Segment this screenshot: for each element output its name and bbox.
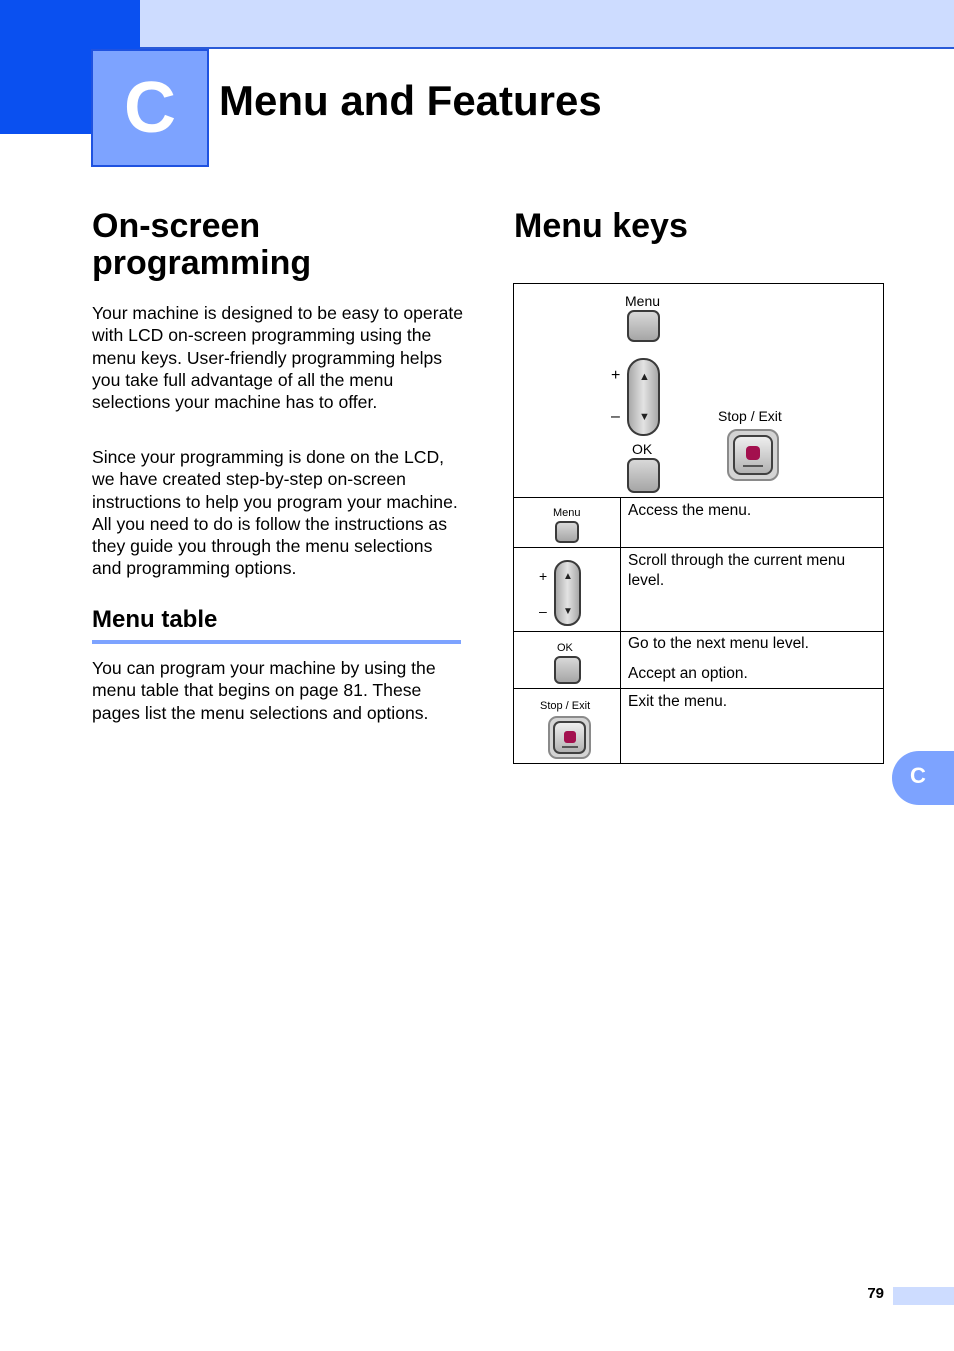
intro-paragraph-2: Since your programming is done on the LCD, we have created step-by-step on-screen instructions to help you program your machine. All you need to do is follow the instructions as they guide you through the menu selections and programming options. xyxy=(92,447,458,579)
diagram-stop-exit-key-face xyxy=(733,435,773,475)
panel-divider-4 xyxy=(514,688,883,689)
chapter-letter: C xyxy=(124,68,176,148)
row-ok-key xyxy=(554,656,581,684)
menu-keys-heading: Menu keys xyxy=(514,207,688,245)
row-scroll-description: Scroll through the current menu level. xyxy=(628,552,846,589)
menu-keys-panel xyxy=(513,283,884,764)
diagram-plus-sign: + xyxy=(611,367,621,384)
chapter-side-tab-letter: C xyxy=(910,763,926,788)
row-menu-key xyxy=(555,521,579,543)
row-stop-key-line xyxy=(562,746,578,748)
row-scroll-rocker xyxy=(554,560,581,626)
diagram-stop-exit-key xyxy=(727,429,779,481)
row-menu-key-label: Menu xyxy=(553,507,581,519)
diagram-up-arrow-icon: ▲ xyxy=(639,371,650,383)
panel-divider-3 xyxy=(514,631,883,632)
menu-table-heading: Menu table xyxy=(92,604,461,644)
diagram-ok-key xyxy=(627,458,660,493)
row-ok-description-2: Accept an option. xyxy=(628,665,748,682)
panel-divider-2 xyxy=(514,547,883,548)
row-stop-icon xyxy=(564,731,576,743)
intro-paragraph-1: Your machine is designed to be easy to operate with LCD on-screen programming using the menu keys. User-friendly programming helps you take full advantage of all the menu selections your machine has to offer. xyxy=(92,303,464,413)
row-up-arrow-icon: ▲ xyxy=(563,571,573,582)
menu-table-paragraph: You can program your machine by using the menu table that begins on page 81. These pages list the menu selections and options. xyxy=(92,658,436,723)
row-down-arrow-icon: ▼ xyxy=(563,606,573,617)
row-ok-description-1: Go to the next menu level. xyxy=(628,635,809,652)
page-number-bar xyxy=(893,1287,954,1305)
diagram-menu-label: Menu xyxy=(625,293,661,309)
diagram-stop-key-line xyxy=(743,465,763,467)
stop-icon xyxy=(746,446,760,460)
diagram-scroll-rocker xyxy=(627,358,660,436)
row-scroll-minus-sign: – xyxy=(539,603,547,619)
diagram-stop-exit-label: Stop / Exit xyxy=(718,408,782,424)
row-stop-exit-description: Exit the menu. xyxy=(628,693,728,710)
row-stop-exit-key-face xyxy=(553,721,586,754)
panel-divider-1 xyxy=(514,497,883,498)
page-number: 79 xyxy=(867,1285,884,1302)
panel-column-divider xyxy=(620,497,621,763)
chapter-letter-box xyxy=(91,49,209,167)
onscreen-programming-heading: On-screen programming xyxy=(92,207,312,282)
row-ok-key-label: OK xyxy=(557,642,573,654)
diagram-down-arrow-icon: ▼ xyxy=(639,411,650,423)
row-scroll-plus-sign: + xyxy=(539,568,548,584)
diagram-ok-label: OK xyxy=(632,441,653,457)
row-menu-description: Access the menu. xyxy=(628,502,752,519)
row-stop-exit-key-label: Stop / Exit xyxy=(540,700,591,712)
diagram-menu-key xyxy=(627,310,660,342)
row-stop-exit-key xyxy=(548,716,591,759)
chapter-title: Menu and Features xyxy=(219,77,602,124)
diagram-minus-sign: – xyxy=(611,408,620,425)
header-band xyxy=(140,0,954,49)
